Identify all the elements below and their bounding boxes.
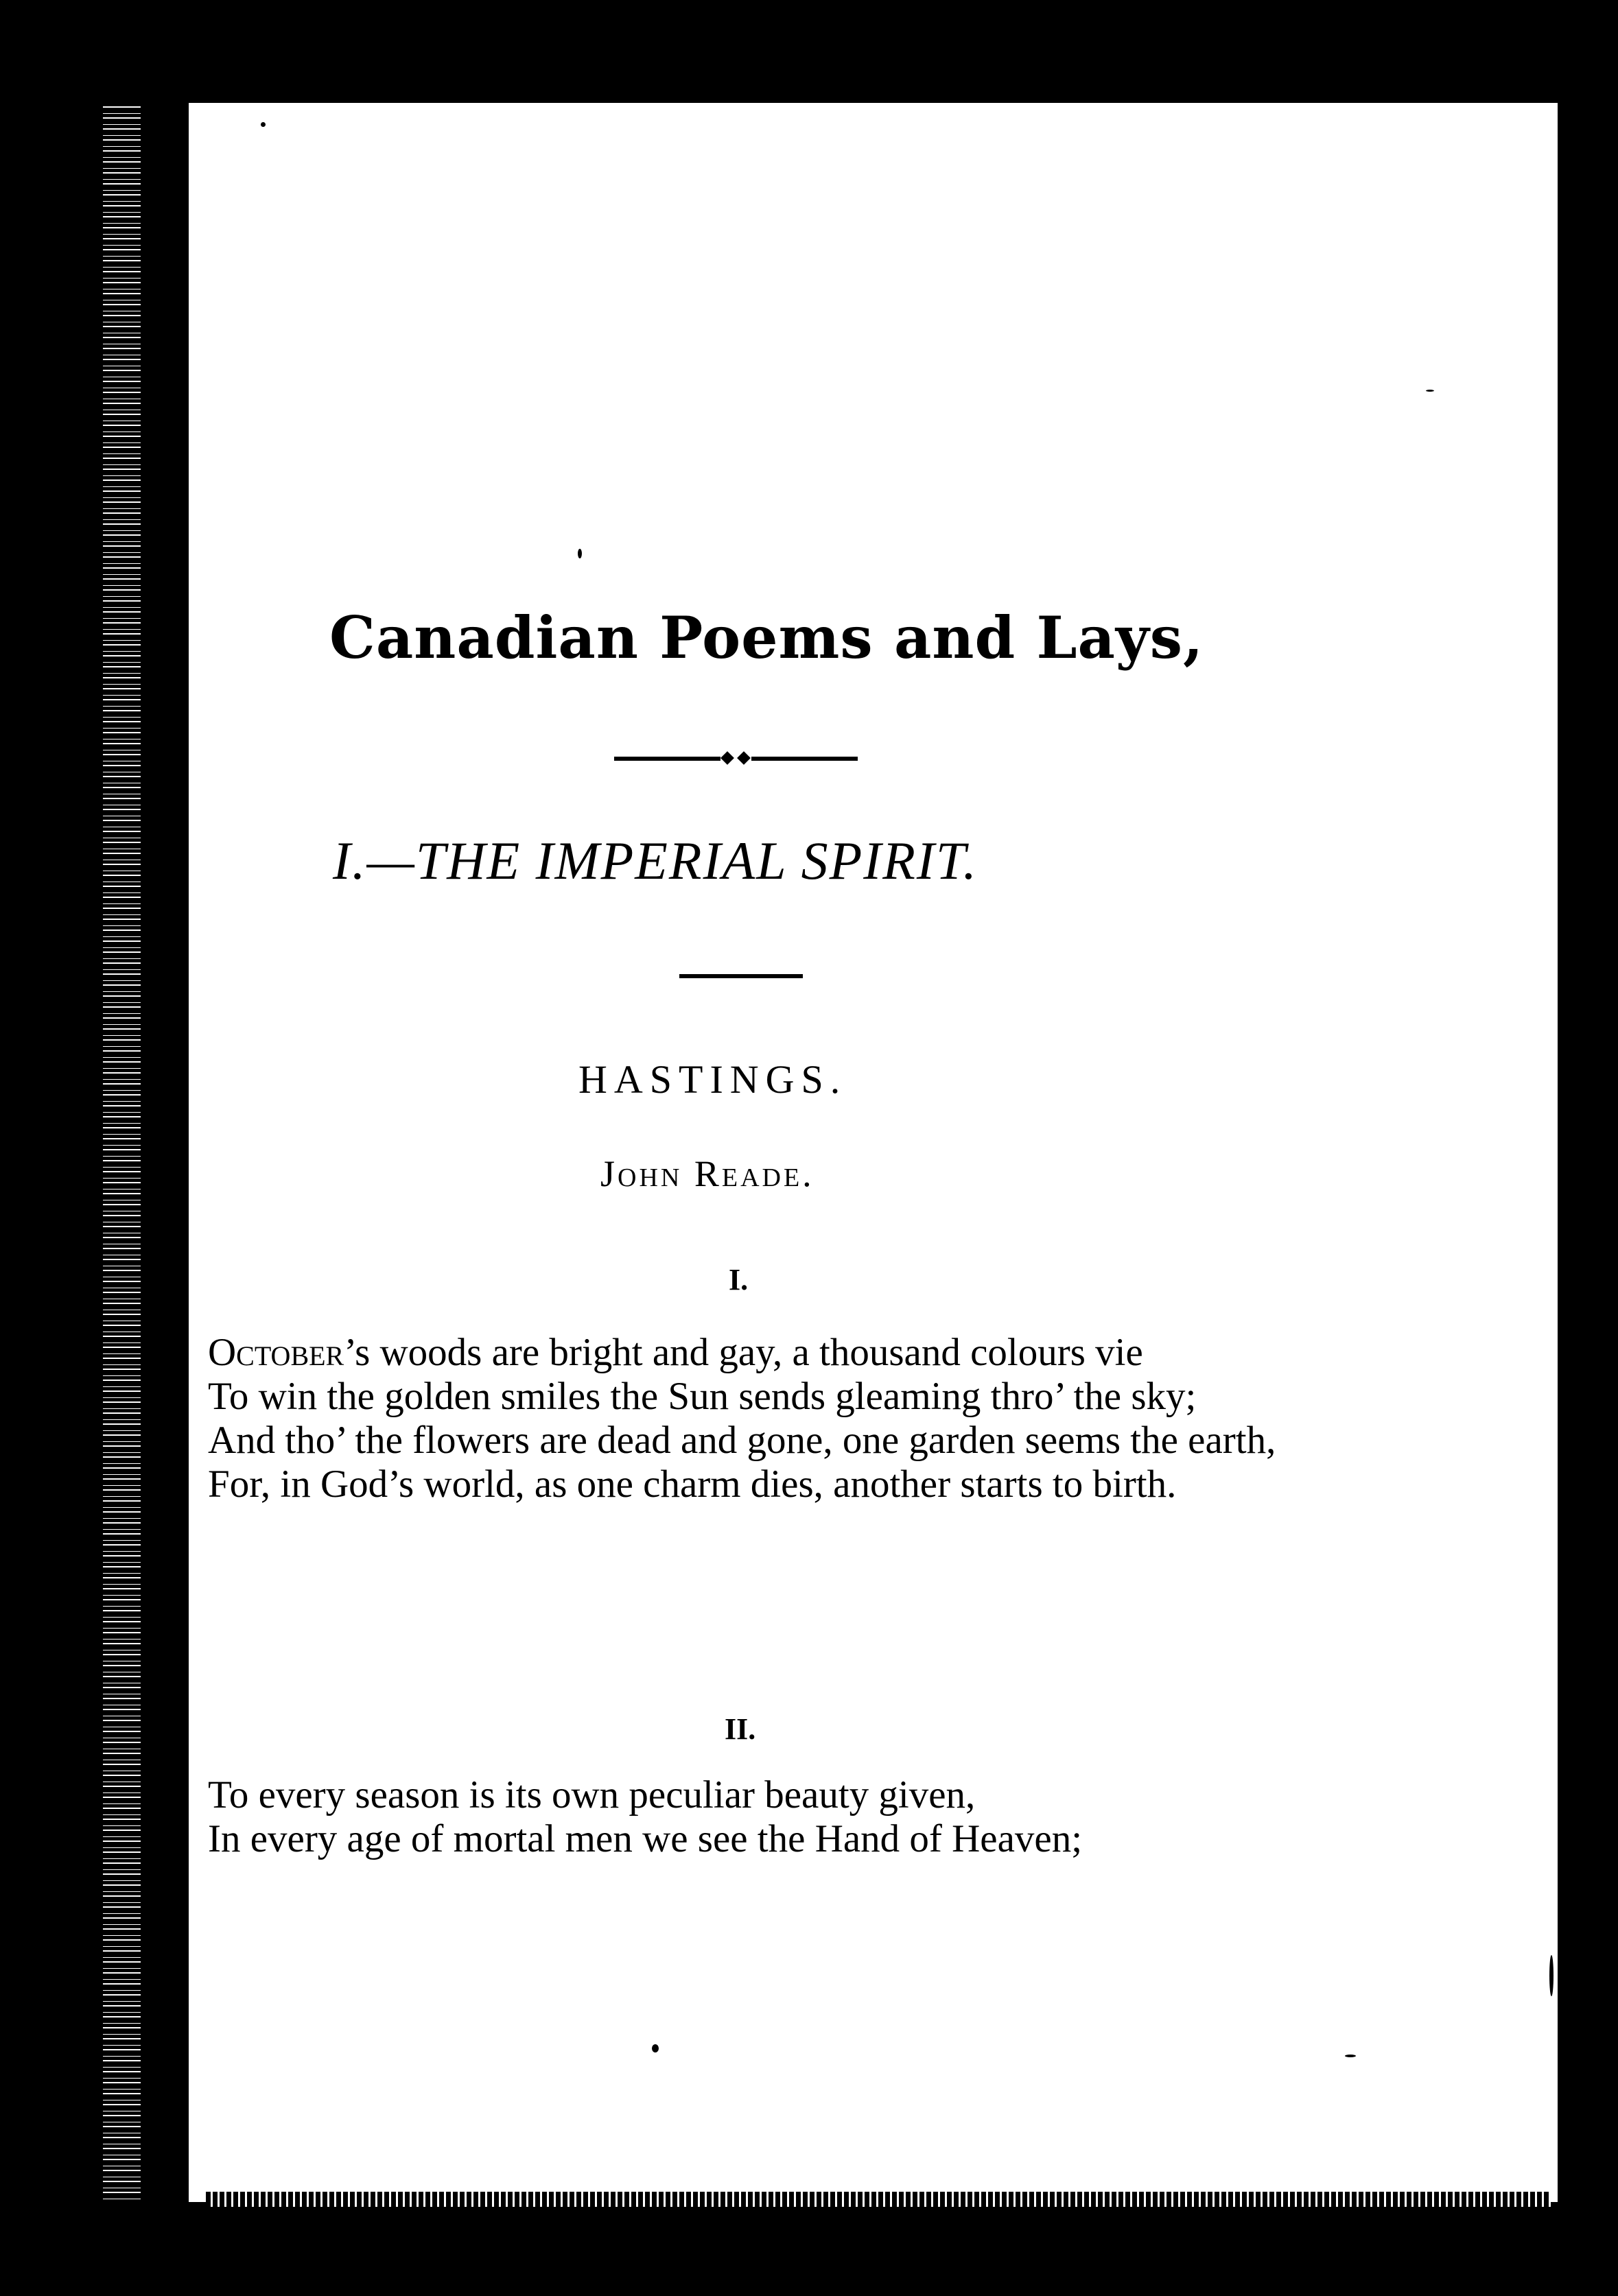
verse-line: To win the golden smiles the Sun sends gleaming thro’ the sky; bbox=[208, 1375, 1197, 1418]
ornament-diamond bbox=[737, 751, 751, 765]
verse-line-text: ’s woods are bright and gay, a thousand colours vie bbox=[344, 1331, 1143, 1374]
verse-line: To every season is its own peculiar beauty given, bbox=[208, 1773, 976, 1816]
scan-speck bbox=[1549, 1955, 1553, 1996]
book-title: Canadian Poems and Lays, bbox=[329, 604, 1204, 672]
poem-author: John Reade. bbox=[600, 1153, 814, 1194]
section-rule bbox=[679, 974, 803, 978]
title-ornament bbox=[614, 753, 858, 764]
page-bottom-edge bbox=[206, 2192, 1551, 2207]
scan-speck bbox=[578, 549, 582, 558]
scan-speck bbox=[1426, 390, 1434, 392]
poem-title: HASTINGS. bbox=[578, 1057, 847, 1102]
book-page bbox=[165, 103, 1558, 2202]
binding-shadow bbox=[141, 103, 189, 2202]
stanza-number: II. bbox=[725, 1712, 756, 1746]
stanza-number: I. bbox=[729, 1263, 749, 1297]
verse-line: In every age of mortal men we see the Hand of Heaven; bbox=[208, 1817, 1083, 1860]
section-heading: I.—THE IMPERIAL SPIRIT. bbox=[333, 831, 978, 890]
scan-speck bbox=[261, 122, 266, 127]
stanza bbox=[208, 1331, 1299, 1506]
verse-line: And tho’ the flowers are dead and gone, one garden seems the earth, bbox=[208, 1419, 1276, 1462]
ornament-rule-right bbox=[751, 757, 858, 761]
verse-first-word: October bbox=[208, 1331, 344, 1374]
verse-line: For, in God’s world, as one charm dies, another starts to birth. bbox=[208, 1463, 1177, 1506]
verse-line bbox=[208, 1331, 1299, 1375]
scan-speck bbox=[1345, 2055, 1356, 2057]
stanza bbox=[208, 1773, 1299, 1861]
scan-speck bbox=[652, 2044, 659, 2052]
ornament-diamond bbox=[720, 751, 734, 765]
ornament-rule-left bbox=[614, 757, 720, 761]
